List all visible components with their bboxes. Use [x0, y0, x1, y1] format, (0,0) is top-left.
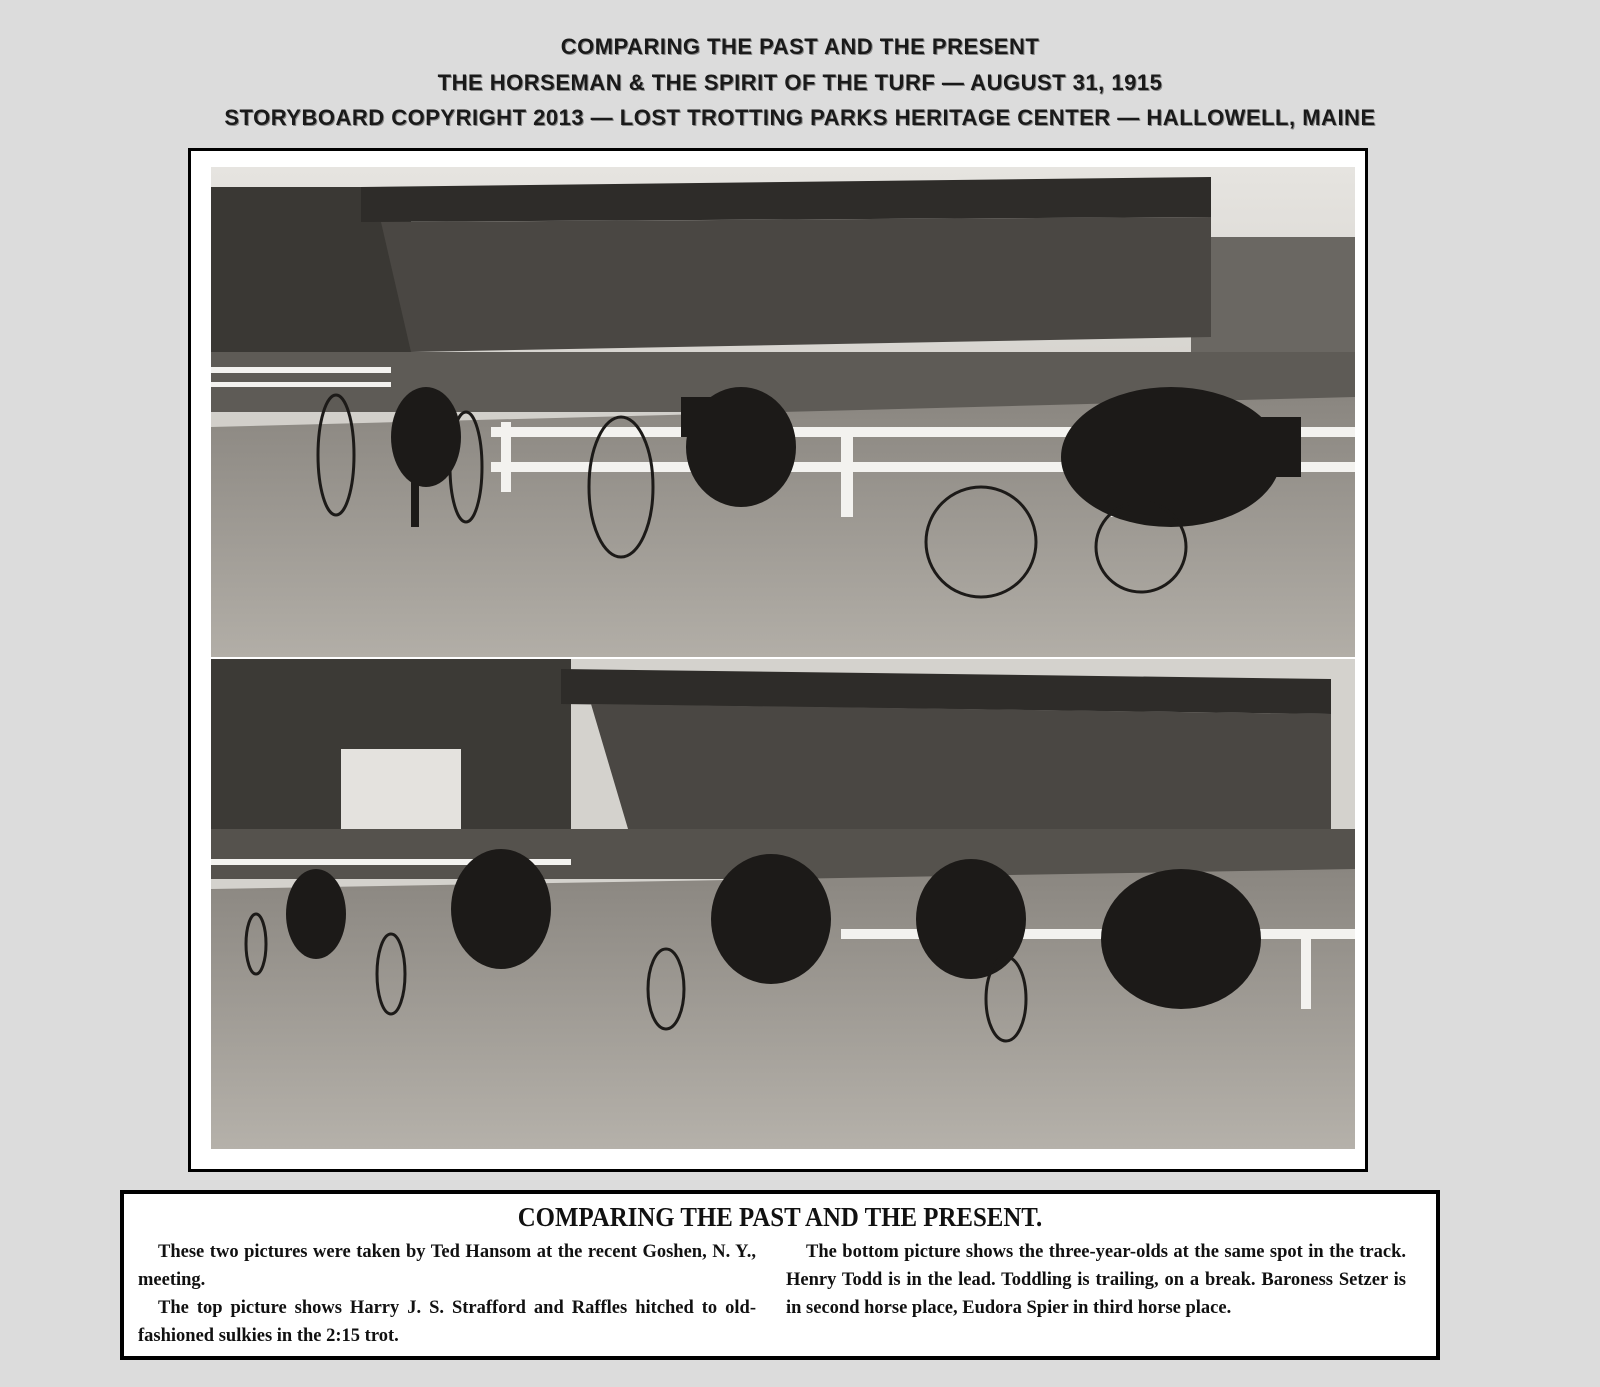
newspaper-caption: [120, 1190, 1440, 1360]
storyboard-source: THE HORSEMAN & THE SPIRIT OF THE TURF — AUGUST 31, 1915: [437, 70, 1163, 95]
caption-title: COMPARING THE PAST AND THE PRESENT.: [517, 1202, 1043, 1232]
photo-frame: [188, 148, 1368, 1172]
storyboard-title: COMPARING THE PAST AND THE PRESENT: [560, 34, 1040, 59]
caption-column-right: [786, 1238, 1406, 1322]
storyboard-copyright: STORYBOARD COPYRIGHT 2013 — LOST TROTTING PARKS HERITAGE CENTER — HALLOWELL, MAINE: [224, 105, 1376, 130]
caption-paragraph: These two pictures were taken by Ted Hansom at the recent Goshen, N. Y., meeting.: [138, 1242, 756, 1290]
caption-column-left: [138, 1238, 756, 1350]
photo-old-fashioned-sulkies: [211, 167, 1355, 657]
photo-three-year-olds: [211, 659, 1355, 1149]
caption-paragraph: The bottom picture shows the three-year-olds at the same spot in the track. Henry Todd is in the lead. Toddling is trailing, on a break. Baroness Setzer is in second horse place, Eudora Spier in third horse place.: [786, 1242, 1406, 1318]
caption-paragraph: The top picture shows Harry J. S. Strafford and Raffles hitched to old-fashioned sulkies in the 2:15 trot.: [138, 1298, 756, 1346]
